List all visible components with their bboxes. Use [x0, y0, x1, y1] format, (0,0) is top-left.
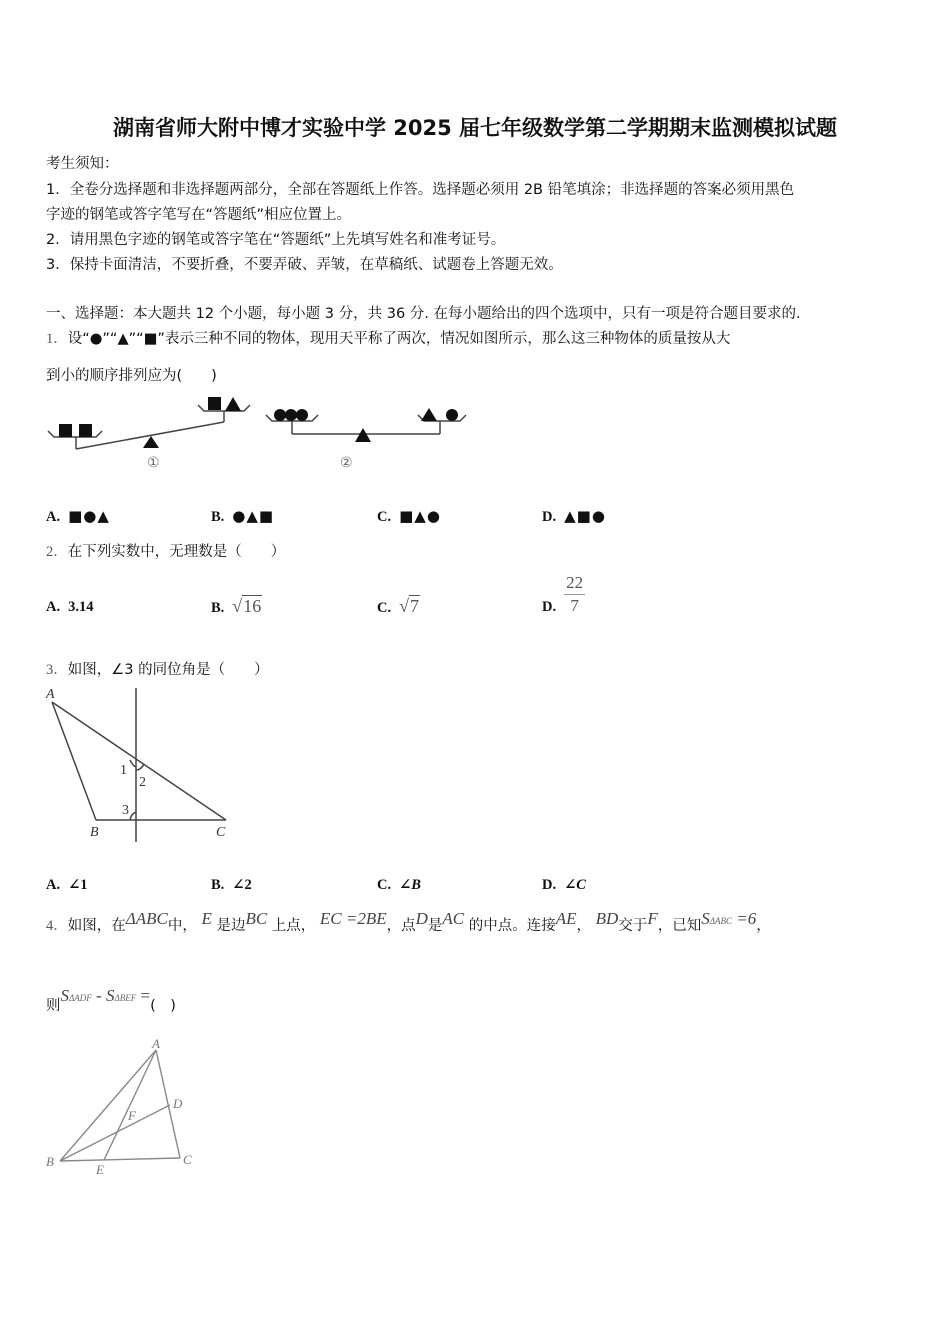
subscript: ΔABC — [709, 916, 732, 926]
option-label: B. — [211, 509, 225, 525]
math: = — [136, 986, 151, 1005]
question-4-text — [46, 909, 771, 935]
balance-figure — [44, 392, 474, 478]
option-label: B. — [211, 877, 225, 893]
notice-heading: 考生须知： — [46, 156, 119, 172]
question-4-text-cont — [46, 986, 176, 1015]
option-value: ■●▲ — [68, 507, 110, 525]
svg-text:D: D — [173, 1096, 183, 1111]
math: E — [201, 909, 212, 928]
math: BC — [245, 909, 268, 928]
svg-text:A: A — [46, 687, 55, 702]
svg-text:B: B — [46, 1154, 54, 1169]
option-value: ▲■● — [564, 507, 606, 525]
math: EC =2BE — [319, 909, 387, 928]
text: ， — [576, 918, 592, 934]
svg-text:②: ② — [340, 455, 353, 471]
text: 是边 — [216, 918, 246, 934]
text: 中， — [167, 918, 197, 934]
svg-text:C: C — [183, 1152, 192, 1167]
svg-text:F: F — [128, 1108, 136, 1123]
option-label: A. — [46, 509, 61, 525]
question-1-text — [46, 327, 730, 348]
option-b[interactable] — [211, 596, 262, 617]
math: S — [701, 909, 710, 928]
text: 是 — [427, 918, 443, 934]
option-label: D. — [542, 599, 557, 615]
notice-line: 3．保持卡面清洁，不要折叠，不要弄破、弄皱，在草稿纸、试题卷上答题无效。 — [46, 257, 563, 273]
option-label: D. — [542, 509, 557, 525]
page-title: 湖南省师大附中博才实验中学 2025 届七年级数学第二学期期末监测模拟试题 — [112, 116, 838, 140]
text: ， — [756, 918, 771, 934]
text: 如图，在 — [67, 918, 126, 934]
math: BD — [595, 909, 619, 928]
section-heading: 一、选择题：本大题共 12 个小题，每小题 3 分，共 36 分. 在每小题给出的四个选项中，只有一项是符合题目要求的. — [46, 306, 801, 322]
math: D — [415, 909, 428, 928]
option-label: B. — [211, 600, 225, 616]
option-value: ●▲■ — [232, 507, 275, 525]
svg-text:2: 2 — [139, 775, 146, 790]
option-value: 3.14 — [68, 599, 94, 615]
svg-text:A: A — [152, 1036, 160, 1051]
option-a[interactable] — [46, 507, 110, 526]
svg-text:B: B — [90, 825, 99, 840]
option-label: D. — [542, 877, 557, 893]
option-c[interactable] — [377, 596, 420, 617]
option-b[interactable] — [211, 876, 260, 894]
question-2-text — [46, 540, 285, 561]
text: ，点 — [386, 918, 416, 934]
triangle-figure-q3 — [44, 684, 244, 844]
sqrt-expression: √7 — [399, 596, 419, 616]
text: 交于 — [618, 918, 648, 934]
math: - — [91, 986, 106, 1005]
option-d[interactable] — [542, 572, 585, 617]
math: ΔABC — [125, 909, 168, 928]
option-value: ■▲● — [399, 507, 441, 525]
question-text: 设“●”“▲”“■”表示三种不同的物体，现用天平称了两次，情况如图所示，那么这三种物体的质量按从大 — [67, 331, 731, 347]
option-a[interactable] — [46, 599, 101, 616]
option-c[interactable] — [377, 876, 429, 894]
text: ，已知 — [657, 918, 702, 934]
option-label: C. — [377, 877, 392, 893]
option-label: C. — [377, 509, 392, 525]
question-number: 4． — [46, 918, 68, 934]
question-number: 1． — [46, 331, 68, 347]
option-b[interactable] — [211, 507, 274, 526]
triangle-figure-q4 — [44, 1036, 214, 1181]
question-3-text — [46, 658, 269, 679]
question-text: 在下列实数中，无理数是（ ） — [67, 544, 286, 560]
option-value: ∠B — [399, 877, 421, 893]
option-value: ∠1 — [68, 877, 88, 893]
answer-blank: ( ) — [150, 998, 176, 1014]
option-value: ∠2 — [232, 877, 252, 893]
option-d[interactable] — [542, 876, 594, 894]
question-number: 2． — [46, 544, 68, 560]
svg-text:1: 1 — [120, 763, 127, 778]
question-number: 3． — [46, 662, 68, 678]
math-area — [701, 909, 756, 928]
math-expression — [61, 986, 151, 1005]
svg-text:C: C — [216, 825, 226, 840]
numerator: 22 — [564, 572, 585, 595]
math: AE — [555, 909, 577, 928]
option-d[interactable] — [542, 507, 606, 526]
option-a[interactable] — [46, 876, 96, 894]
text: 上点， — [271, 918, 316, 934]
fraction — [564, 572, 585, 617]
svg-text:①: ① — [147, 455, 160, 471]
notice-line: 字迹的钢笔或答字笔写在“答题纸”相应位置上。 — [46, 207, 352, 223]
math: =6 — [731, 909, 757, 928]
denominator: 7 — [570, 596, 579, 615]
radicand: 16 — [243, 596, 262, 616]
math: S — [60, 986, 69, 1005]
question-1-text-cont: 到小的顺序排列应为( ) — [46, 368, 217, 384]
subscript: ΔADF — [69, 993, 92, 1003]
question-text: 如图，∠3 的同位角是（ ） — [67, 662, 269, 678]
math: AC — [442, 909, 465, 928]
text: 则 — [46, 998, 61, 1014]
math: F — [647, 909, 658, 928]
text: 的中点。连接 — [468, 918, 556, 934]
sqrt-expression: √16 — [232, 596, 262, 616]
notice-line: 2．请用黑色字迹的钢笔或答字笔在“答题纸”上先填写姓名和准考证号。 — [46, 232, 506, 248]
option-label: A. — [46, 599, 61, 615]
svg-text:3: 3 — [122, 803, 129, 818]
notice-line: 1．全卷分选择题和非选择题两部分，全部在答题纸上作答。选择题必须用 2B 铅笔填涂；非选择题的答案必须用黑色 — [46, 182, 795, 198]
subscript: ΔBEF — [114, 993, 137, 1003]
option-c[interactable] — [377, 507, 441, 526]
option-label: C. — [377, 600, 392, 616]
math: S — [105, 986, 115, 1005]
svg-text:E: E — [96, 1162, 104, 1177]
radicand: 7 — [410, 596, 419, 616]
option-label: A. — [46, 877, 61, 893]
option-value: ∠C — [564, 877, 586, 893]
